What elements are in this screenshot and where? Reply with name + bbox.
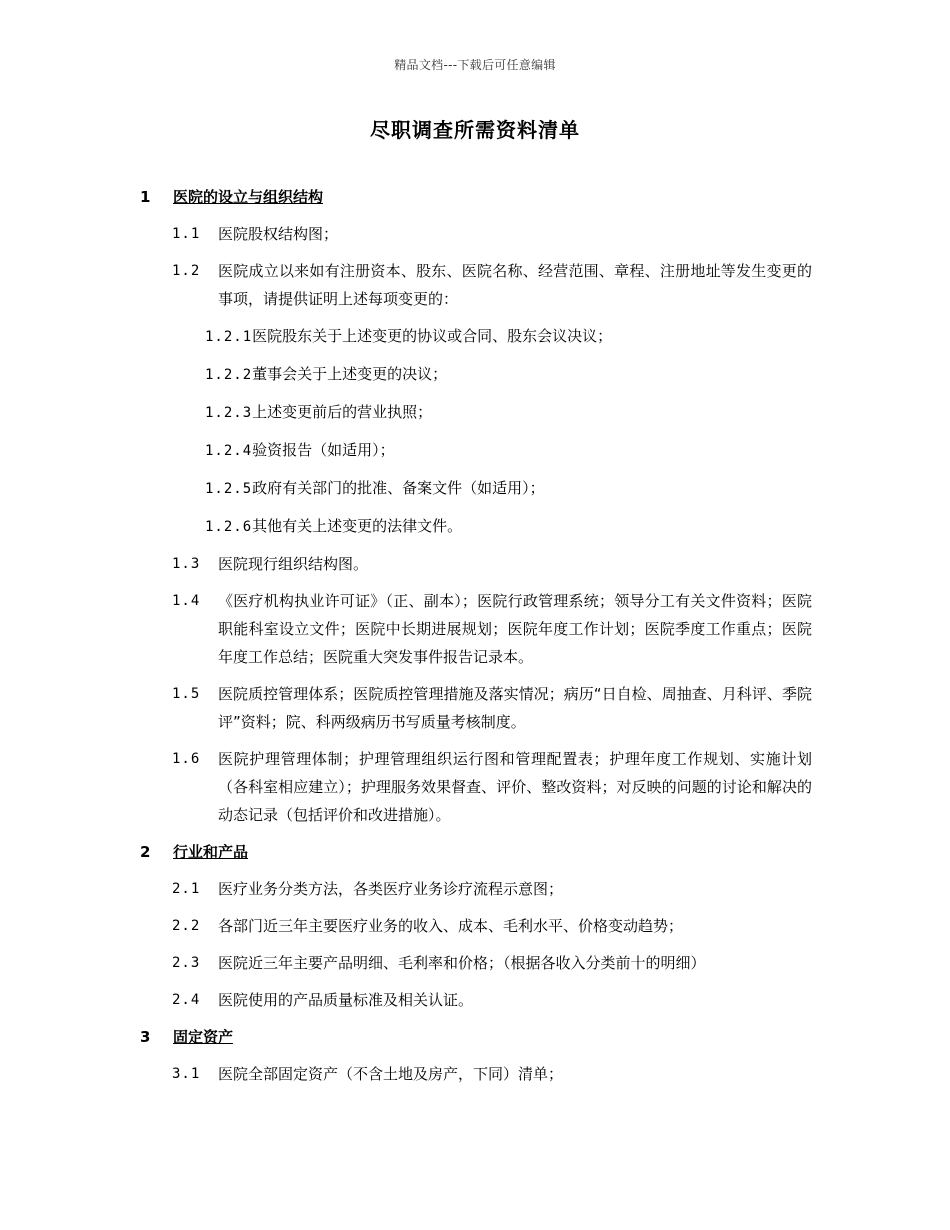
list-item <box>172 949 812 977</box>
section-number: 3 <box>140 1028 151 1046</box>
item-number: 1.2 <box>172 263 201 279</box>
item-number: 1.5 <box>172 686 201 702</box>
item-text: 政府有关部门的批准、备案文件（如适用）； <box>252 479 545 497</box>
item-number: 1.2.3 <box>205 405 253 421</box>
item-text: 医院股权结构图； <box>218 225 339 243</box>
sub-item <box>205 512 805 541</box>
sub-item <box>205 474 805 503</box>
item-text: 医院护理管理体制；护理管理组织运行图和管理配置表；护理年度工作规划、实施计划（各科室相应建立）；护理服务效果督查、评价、整改资料；对反映的问题的讨论和解决的动态记录（包括评价和改进措施）。 <box>218 750 812 824</box>
item-text: 医院使用的产品质量标准及相关认证。 <box>218 991 474 1009</box>
item-number: 2.1 <box>172 881 201 897</box>
list-item <box>172 220 812 248</box>
item-text: 《医疗机构执业许可证》（正、副本）；医院行政管理系统；领导分工有关文件资料；医院职能科室设立文件；医院中长期进展规划；医院年度工作计划；医院季度工作重点；医院年度工作总结；医院重大突发事件报告记录本。 <box>218 592 812 666</box>
section-title: 医院的设立与组织结构 <box>173 188 324 206</box>
item-text: 医院质控管理体系；医院质控管理措施及落实情况；病历“日自检、周抽查、月科评、季院评”资料；院、科两级病历书写质量考核制度。 <box>218 685 812 731</box>
item-text: 医院全部固定资产（不含土地及房产，下同）清单； <box>218 1065 564 1083</box>
item-text: 医院成立以来如有注册资本、股东、医院名称、经营范围、章程、注册地址等发生变更的事项，请提供证明上述每项变更的： <box>218 262 812 308</box>
item-text: 董事会关于上述变更的决议； <box>252 365 448 383</box>
section-title: 行业和产品 <box>173 843 249 861</box>
list-item <box>172 912 812 940</box>
item-number: 1.1 <box>172 226 201 242</box>
item-number: 2.4 <box>172 992 201 1008</box>
document-title: 尽职调查所需资料清单 <box>370 118 580 142</box>
item-number: 1.3 <box>172 556 201 572</box>
item-number: 1.2.1 <box>205 329 253 345</box>
item-text: 各部门近三年主要医疗业务的收入、成本、毛利水平、价格变动趋势； <box>218 917 684 935</box>
section-title: 固定资产 <box>173 1028 234 1046</box>
item-number: 1.2.4 <box>205 443 253 459</box>
item-text: 上述变更前后的营业执照； <box>252 403 433 421</box>
item-text: 其他有关上述变更的法律文件。 <box>252 517 463 535</box>
item-text: 医院现行组织结构图。 <box>218 555 369 573</box>
list-item <box>172 875 812 903</box>
section-number: 1 <box>140 188 151 206</box>
item-text: 医院近三年主要产品明细、毛利率和价格；（根据各收入分类前十的明细） <box>218 954 706 972</box>
item-number: 1.2.2 <box>205 367 253 383</box>
list-item <box>172 986 812 1014</box>
sub-item <box>205 436 805 465</box>
section-heading <box>140 1023 950 1051</box>
item-text: 验资报告（如适用）； <box>252 441 395 459</box>
item-number: 3.1 <box>172 1066 201 1082</box>
sub-item <box>205 322 805 351</box>
item-text: 医疗业务分类方法，各类医疗业务诊疗流程示意图； <box>218 880 564 898</box>
sub-item <box>205 360 805 389</box>
list-item <box>172 680 812 736</box>
list-item <box>172 587 812 671</box>
item-number: 2.3 <box>172 955 201 971</box>
list-item <box>172 745 812 829</box>
list-item <box>172 257 812 313</box>
sub-item <box>205 398 805 427</box>
section-heading <box>140 838 950 866</box>
item-number: 1.2.5 <box>205 481 253 497</box>
item-number: 2.2 <box>172 918 201 934</box>
item-number: 1.6 <box>172 751 201 767</box>
list-item <box>172 550 812 578</box>
header-note: 精品文档---下载后可任意编辑 <box>394 58 556 72</box>
section-number: 2 <box>140 843 151 861</box>
item-number: 1.2.6 <box>205 519 253 535</box>
list-item <box>172 1060 812 1088</box>
item-text: 医院股东关于上述变更的协议或合同、股东会议决议； <box>252 327 613 345</box>
document-body <box>0 183 950 1097</box>
section-heading <box>140 183 950 211</box>
item-number: 1.4 <box>172 593 201 609</box>
